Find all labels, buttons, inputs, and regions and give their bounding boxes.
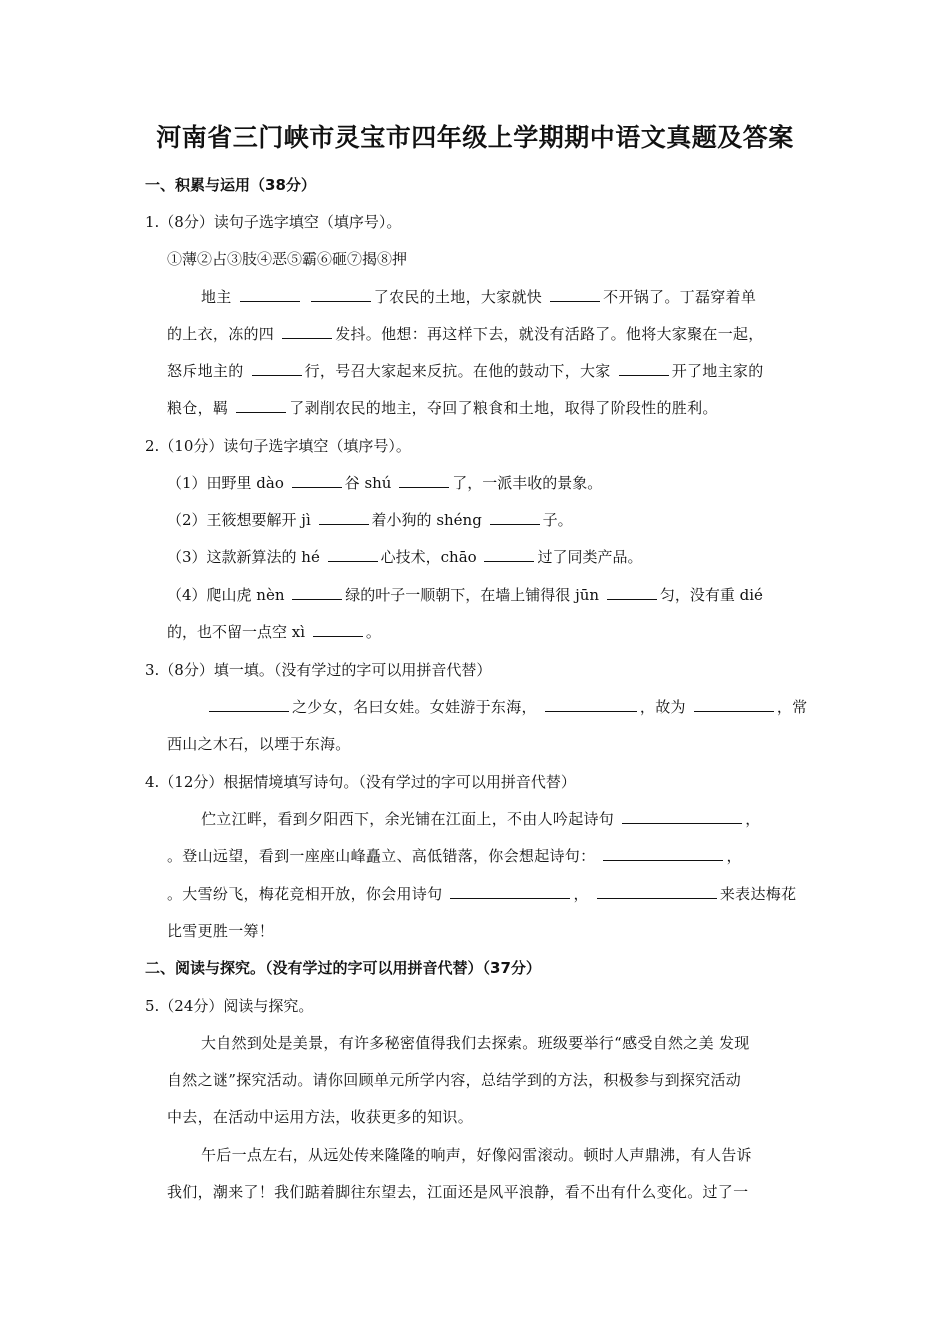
text-span: 的，也不留一点空 xì [167,623,306,641]
text-span: 开了地主家的 [671,362,764,380]
text-span: 来表达梅花 [719,885,797,903]
sub-question [167,622,381,642]
text-span: 匀，没有重 dié [659,586,763,604]
fill-blank[interactable] [209,697,289,712]
fill-blank[interactable] [328,547,378,562]
text-span: 发抖。他想：再这样下去，就没有活路了。他将大家聚在一起， [335,325,764,343]
text-span: 过了同类产品。 [537,548,643,566]
fill-blank[interactable] [399,473,449,488]
text-span: 之少女，名曰女娃。女娃游于东海， [292,698,537,716]
sub-question [167,585,763,605]
paragraph-line [167,846,742,866]
text-span: 行，号召大家起来反抗。在他的鼓动下，大家 [304,362,611,380]
text-span: （2）王筱想要解开 jì [167,511,311,529]
text-span: （1）田野里 dào [167,474,284,492]
fill-blank[interactable] [240,287,300,302]
text-span: 了农民的土地，大家就快 [373,288,543,306]
paragraph-line: 我们，潮来了！我们踮着脚往东望去，江面还是风平浪静，看不出有什么变化。过了一 [167,1183,749,1201]
fill-blank[interactable] [319,510,369,525]
fill-blank[interactable] [236,398,286,413]
text-span: （4）爬山虎 nèn [167,586,285,604]
fill-blank[interactable] [282,324,332,339]
question-stem: 2.（10分）读句子选字填空（填序号）。 [145,437,411,455]
text-span: 的上衣，冻的四 [167,325,275,343]
paragraph-line [201,809,761,829]
document-title: 河南省三门峡市灵宝市四年级上学期期中语文真题及答案 [156,123,794,152]
text-span: 地主 [201,288,232,306]
fill-blank[interactable] [622,809,742,824]
paragraph-line [167,324,764,344]
fill-blank[interactable] [607,585,657,600]
paragraph-line: 中去，在活动中运用方法，收获更多的知识。 [167,1108,474,1126]
text-span: 心技术，chāo [380,548,477,566]
paragraph-line: 午后一点左右，从远处传来隆隆的响声，好像闷雷滚动。顿时人声鼎沸，有人告诉 [201,1146,752,1164]
paragraph-line: 西山之木石，以堙于东海。 [167,735,351,753]
section-heading: 二、阅读与探究。（没有学过的字可以用拼音代替）（37分） [145,959,541,977]
question-stem: 1.（8分）读句子选字填空（填序号）。 [145,213,402,231]
fill-blank[interactable] [490,510,540,525]
text-span: 伫立江畔，看到夕阳西下，余光铺在江面上，不由人吟起诗句 [201,810,615,828]
text-span: 。登山远望，看到一座座山峰矗立、高低错落，你会想起诗句： [167,847,596,865]
fill-blank[interactable] [550,287,600,302]
fill-blank[interactable] [603,846,723,861]
fill-blank[interactable] [313,622,363,637]
section-heading: 一、积累与运用（38分） [145,176,316,194]
fill-blank[interactable] [311,287,371,302]
text-span: 谷 shú [344,474,392,492]
question-stem: 5.（24分）阅读与探究。 [145,997,314,1015]
text-span: 了，一派丰收的景象。 [452,474,603,492]
paragraph-line: 自然之谜”探究活动。请你回顾单元所学内容，总结学到的方法，积极参与到探究活动 [167,1071,742,1089]
paragraph-line [167,361,764,381]
text-span: （3）这款新算法的 hé [167,548,320,566]
text-span: 绿的叶子一顺朝下，在墙上铺得很 jūn [345,586,600,604]
sub-question [167,510,573,530]
fill-blank[interactable] [597,884,717,899]
fill-blank[interactable] [694,697,774,712]
question-stem: 3.（8分）填一填。（没有学过的字可以用拼音代替） [145,661,492,679]
paragraph-line [167,884,796,904]
paragraph-line [167,398,718,418]
paragraph-line: 大自然到处是美景，有许多秘密值得我们去探索。班级要举行“感受自然之美 发现 [201,1034,750,1052]
text-span: ，常 [776,698,808,716]
fill-blank[interactable] [292,585,342,600]
text-span: 着小狗的 shéng [371,511,482,529]
paragraph-line: 比雪更胜一筹！ [167,922,275,940]
text-span: 。大雪纷飞，梅花竞相开放，你会用诗句 [167,885,443,903]
fill-blank[interactable] [545,697,637,712]
text-span: ， [745,810,761,828]
text-span: 子。 [542,511,573,529]
text-span: 。 [365,623,381,641]
question-stem: 4.（12分）根据情境填写诗句。（没有学过的字可以用拼音代替） [145,773,576,791]
sub-question [167,547,642,567]
fill-blank[interactable] [252,361,302,376]
text-span: 不开锅了。丁磊穿着单 [603,288,757,306]
text-span: 粮仓，羁 [167,399,229,417]
text-span: ， [726,847,742,865]
text-span: ，故为 [639,698,686,716]
text-span: 怒斥地主的 [167,362,244,380]
option-list: ①薄②占③肢④恶⑤霸⑥砸⑦揭⑧押 [167,250,408,268]
paragraph-line [206,697,807,717]
text-span: ， [573,885,589,903]
fill-blank[interactable] [450,884,570,899]
fill-blank[interactable] [619,361,669,376]
sub-question [167,473,602,493]
paragraph-line [201,287,756,307]
fill-blank[interactable] [484,547,534,562]
fill-blank[interactable] [292,473,342,488]
text-span: 了剥削农民的地主，夺回了粮食和土地，取得了阶段性的胜利。 [289,399,718,417]
